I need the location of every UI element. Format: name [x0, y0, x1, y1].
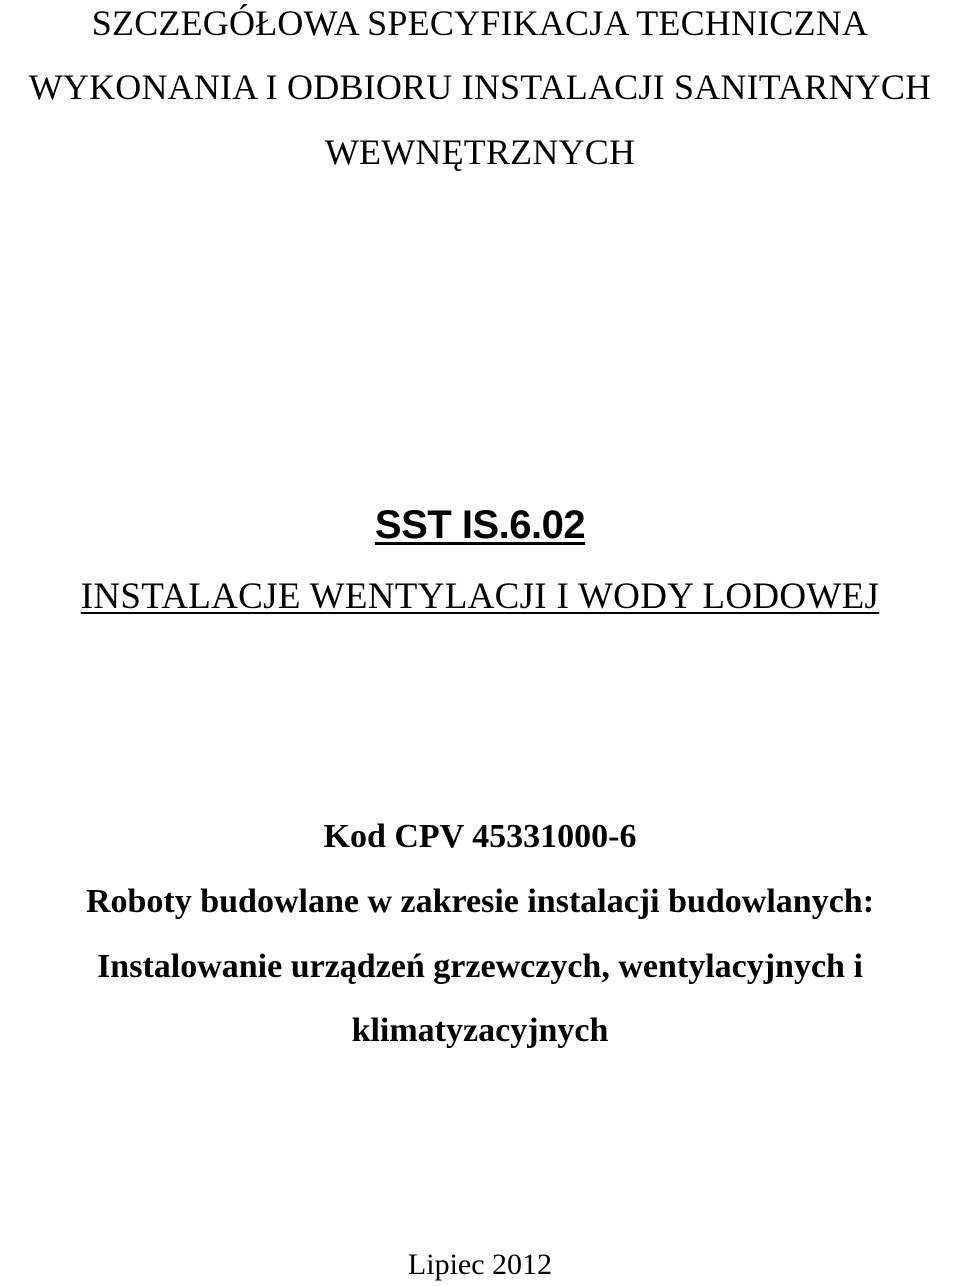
cpv-code: Kod CPV 45331000-6: [323, 818, 637, 855]
title-line-3: WEWNĘTRZNYCH: [324, 132, 636, 172]
title-line-1: SZCZEGÓŁOWA SPECYFIKACJA TECHNICZNA: [91, 3, 869, 43]
cpv-description-line-3: klimatyzacyjnych: [351, 1012, 609, 1049]
cpv-description-line-1: Roboty budowlane w zakresie instalacji budowlanych:: [85, 883, 875, 920]
specification-code: SST IS.6.02: [374, 503, 586, 547]
cpv-description-line-2: Instalowanie urządzeń grzewczych, wentylacyjnych i: [97, 948, 863, 985]
document-date: Lipiec 2012: [407, 1248, 553, 1281]
specification-subject: INSTALACJE WENTYLACJI I WODY LODOWEJ: [80, 576, 880, 617]
title-line-2: WYKONANIA I ODBIORU INSTALACJI SANITARNYCH: [28, 67, 932, 107]
